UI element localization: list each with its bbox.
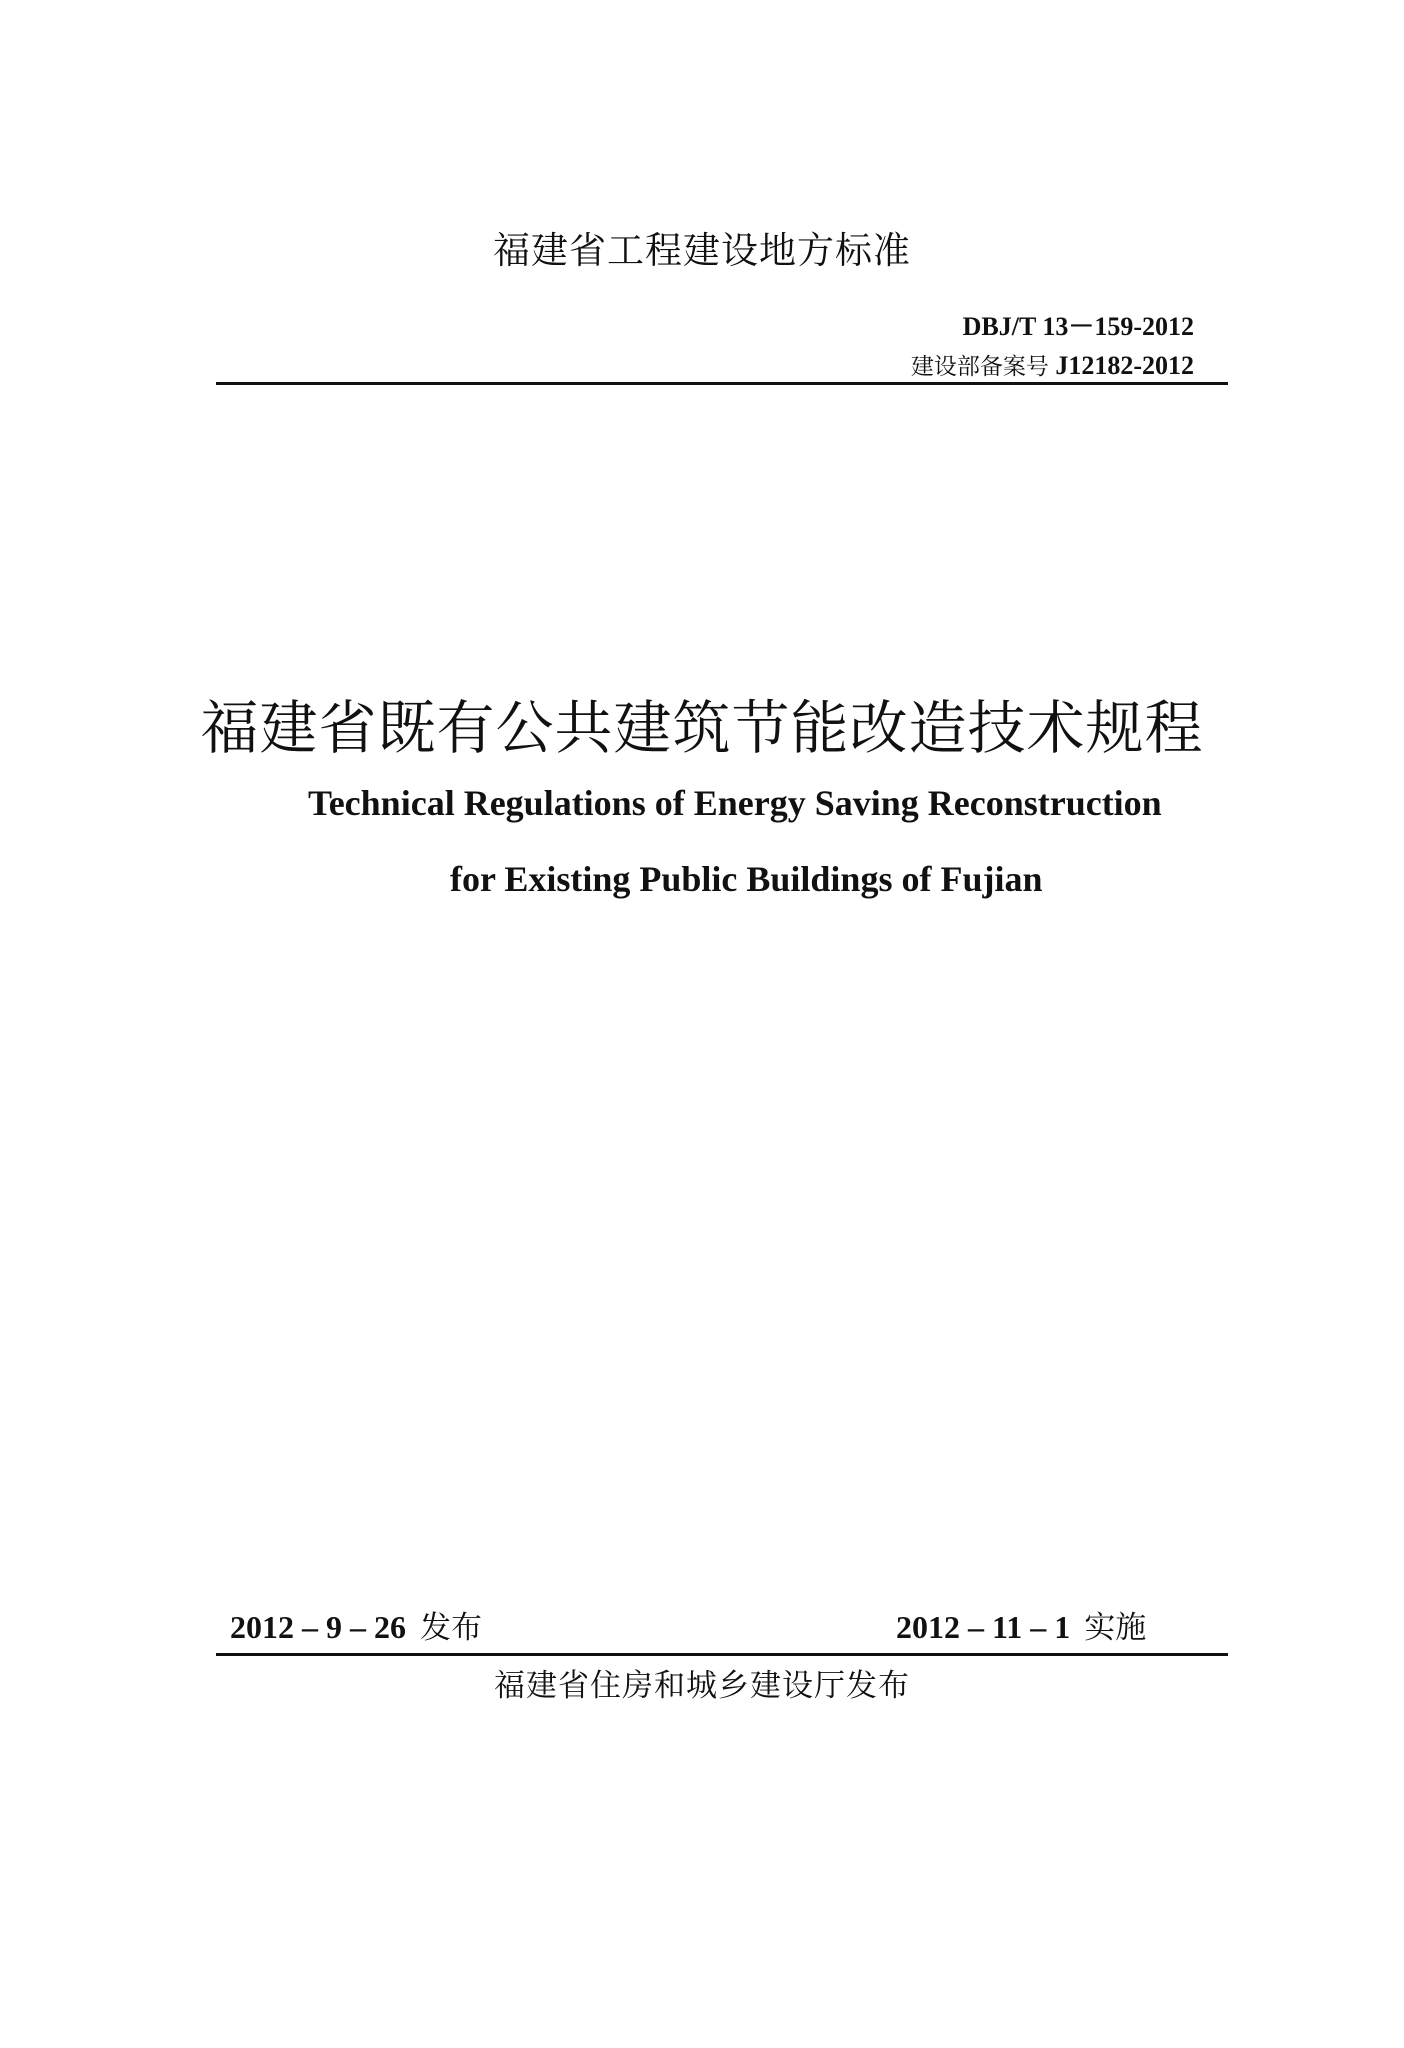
- implement-date-block: [896, 1606, 1146, 1649]
- record-label: 建设部备案号: [910, 354, 1049, 380]
- issue-label: 发布: [420, 1610, 482, 1646]
- implement-label: 实施: [1084, 1610, 1147, 1646]
- bottom-divider: [216, 1653, 1228, 1656]
- top-divider: [216, 382, 1228, 385]
- issue-date-block: [230, 1606, 482, 1649]
- standard-code: DBJ/T 13－159-2012: [962, 312, 1194, 341]
- issuing-authority: 福建省住房和城乡建设厅发布: [494, 1668, 910, 1704]
- title-english-line2: for Existing Public Buildings of Fujian: [450, 859, 1043, 899]
- implement-date: 2012 – 11 – 1: [896, 1609, 1071, 1645]
- record-number: J12182-2012: [1055, 351, 1194, 380]
- record-number-line: [911, 349, 1194, 384]
- title-english-line1: Technical Regulations of Energy Saving Reconstruction: [308, 783, 1162, 823]
- issue-date: 2012 – 9 – 26: [230, 1609, 406, 1645]
- standard-series-heading: 福建省工程建设地方标准: [493, 229, 911, 272]
- title-chinese: 福建省既有公共建筑节能改造技术规程: [200, 694, 1204, 762]
